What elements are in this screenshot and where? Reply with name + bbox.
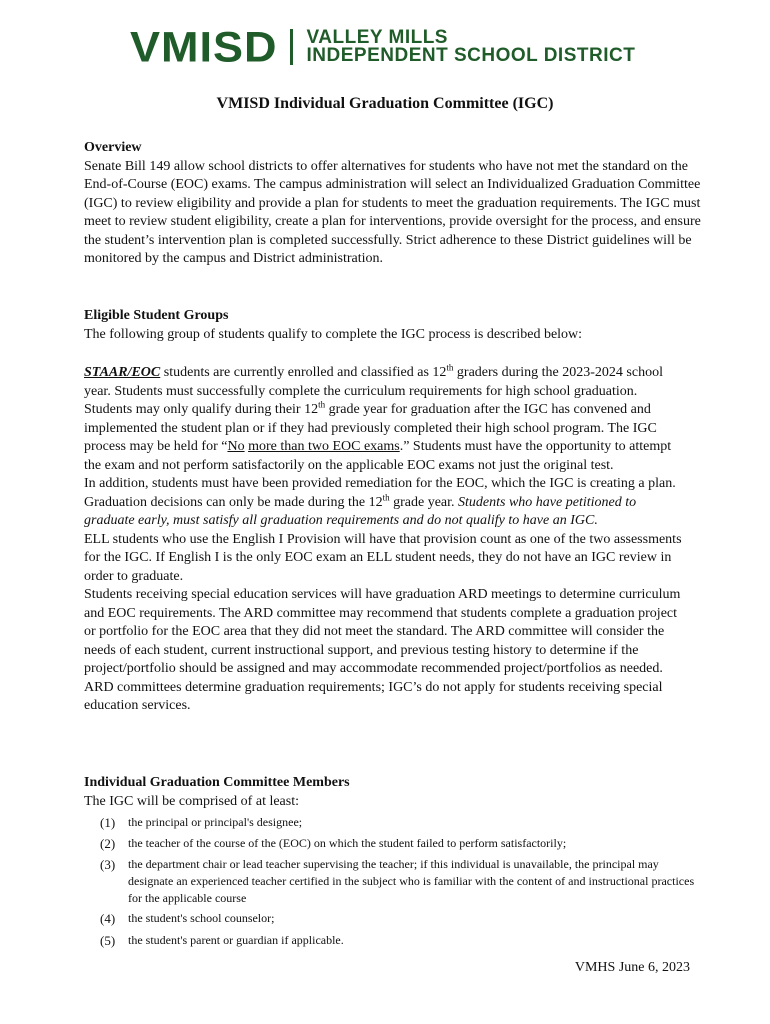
list-number: (2): [100, 836, 116, 851]
staar-text-2: graders during the 2023-2024 school year. Students must successfully complete the curriculum requirements for high school graduation. Students may only qualify during their 12: [84, 365, 663, 417]
members-section: [84, 774, 704, 811]
overview-body: Senate Bill 149 allow school districts to offer alternatives for students who have not met the standard on the End-of-Course (EOC) exams. The campus administration will select an Individualized Graduation Committee (IGC) to review eligibility and provide a plan for students to meet the graduation requirements. The IGC must meet to review student eligibility, create a plan for interventions, provide oversight for the process, and ensure the student’s intervention plan is completed successfully. Strict adherence to these District guidelines will be monitored by the campus and District administration.: [84, 158, 701, 266]
remediation-paragraph: [84, 475, 684, 531]
document-title: VMISD Individual Graduation Committee (IGC): [216, 95, 554, 112]
list-number: (5): [100, 933, 116, 948]
underlined-no: No: [227, 439, 245, 454]
list-number: (4): [100, 911, 116, 926]
list-item: [100, 814, 700, 831]
staar-text-1: students are currently enrolled and classified as 12: [160, 365, 447, 380]
members-intro: The IGC will be comprised of at least:: [84, 793, 299, 809]
staar-text-3: grade year for graduation after the IGC has convened and implemented the student plan or if they had previously completed their high school program. The IGC process may be held for “: [84, 402, 657, 454]
underlined-exam-limit: more than two EOC exams: [248, 439, 400, 454]
eligible-heading: Eligible Student Groups: [84, 308, 229, 323]
staar-paragraph: [84, 364, 684, 475]
superscript-th: th: [446, 362, 454, 373]
members-list: [100, 814, 700, 949]
list-item: [100, 835, 700, 852]
list-item-text: the teacher of the course of the (EOC) on which the student failed to perform satisfactorily;: [128, 836, 567, 850]
eligible-section: [84, 307, 704, 344]
logo-district-name: [307, 29, 636, 65]
list-item: [100, 910, 700, 927]
list-item-text: the student's school counselor;: [128, 911, 275, 925]
staar-text-4: .” Students must have the opportunity to attempt the exam and not perform satisfactorily on the applicable EOC exams not just the original test.: [84, 439, 672, 473]
list-item: [100, 856, 700, 907]
list-item-text: the student's parent or guardian if applicable.: [128, 933, 344, 947]
eligible-intro: The following group of students qualify to complete the IGC process is described below:: [84, 326, 583, 342]
special-ed-paragraph: Students receiving special education services will have graduation ARD meetings to determine curriculum and EOC requirements. The ARD committee may recommend that students complete a graduation project or portfolio for the EOC area that they did not meet the standard. The ARD committee will consider the needs of each student, current instructional support, and previous testing history to determine if the project/portfolio should be assigned and may accommodate recommended project/portfolios as needed. ARD committees determine graduation requirements; IGC’s do not apply for students receiving special education services.: [84, 587, 681, 713]
list-number: (3): [100, 857, 116, 872]
list-item-text: the department chair or lead teacher supervising the teacher; if this individual is unavailable, the principal may designate an experienced teacher certified in the subject who is familiar with the content of and instructional practices for the applicable course: [128, 857, 695, 905]
list-item-text: the principal or principal's designee;: [128, 815, 303, 829]
ell-paragraph: ELL students who use the English I Provision will have that provision count as one of the two assessments for the IGC. If English I is the only EOC exam an ELL student needs, they do not have an IGC review in order to graduate.: [84, 531, 682, 584]
list-item: [100, 932, 700, 949]
superscript-th: th: [382, 491, 390, 502]
eligible-details: [84, 364, 684, 716]
members-heading: Individual Graduation Committee Members: [84, 775, 350, 790]
logo-divider: [290, 29, 293, 65]
logo-line-2: INDEPENDENT SCHOOL DISTRICT: [306, 45, 636, 66]
logo-line-1: VALLEY MILLS: [306, 27, 448, 48]
logo-wordmark: VMISD: [130, 22, 278, 71]
overview-heading: Overview: [84, 140, 142, 155]
overview-section: [84, 139, 704, 269]
footer-date: VMHS June 6, 2023: [574, 960, 690, 975]
list-number: (1): [100, 815, 116, 830]
superscript-th: th: [318, 399, 326, 410]
remediation-text-1: In addition, students must have been provided remediation for the EOC, which the IGC is creating a plan. Graduation decisions can only be made during the 12: [84, 476, 676, 510]
district-logo: [130, 22, 636, 71]
remediation-text-2: grade year.: [389, 494, 459, 510]
early-graduation-note: Students who have petitioned to graduate early, must satisfy all graduation requirements and do not qualify to have an IGC.: [84, 494, 637, 528]
staar-label: STAAR/EOC: [84, 365, 161, 380]
